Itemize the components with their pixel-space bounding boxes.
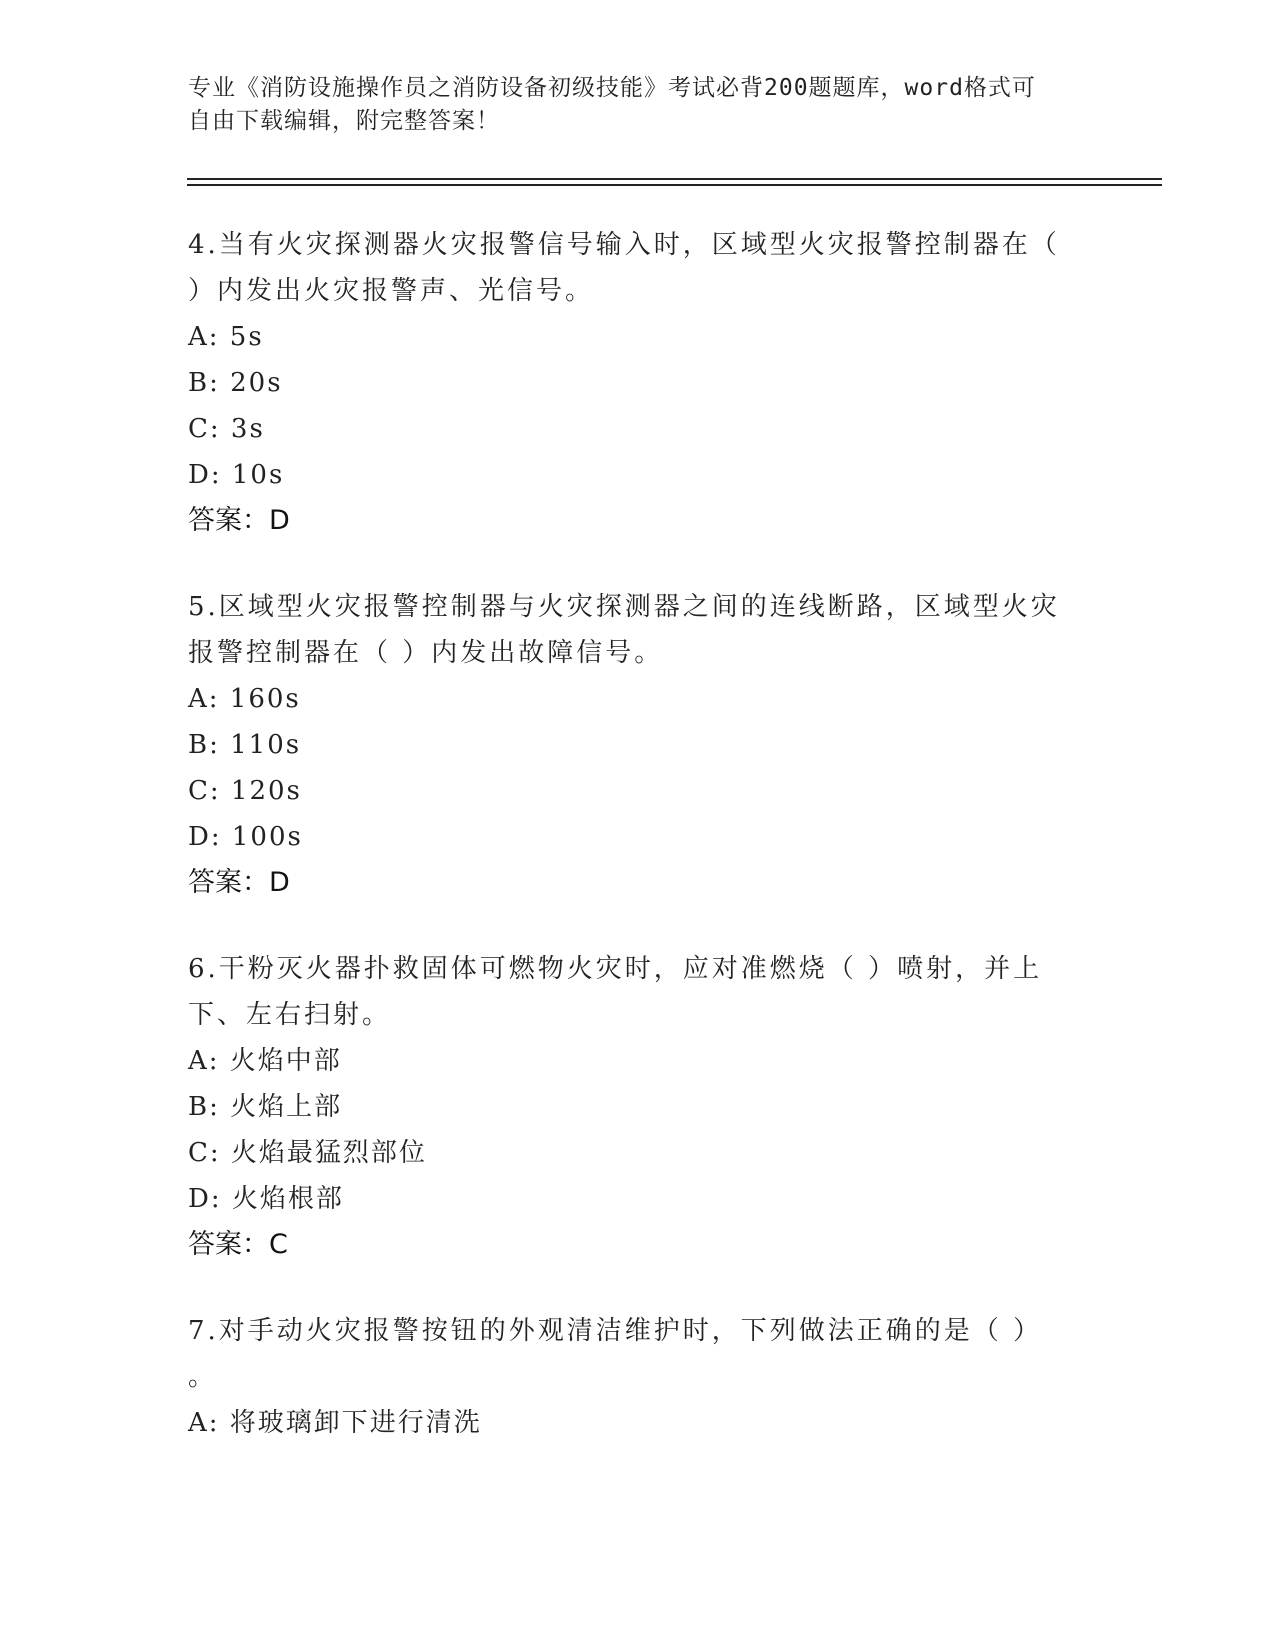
option-a: A: 160s <box>188 684 301 714</box>
option-d: D: 火焰根部 <box>188 1184 344 1214</box>
option-a: A: 5s <box>188 322 264 352</box>
question-7 <box>188 1308 1068 1446</box>
question-4 <box>188 222 1068 544</box>
question-stem-line-1: 6.干粉灭火器扑救固体可燃物火灾时，应对准燃烧（ ）喷射，并上 <box>188 954 1043 984</box>
question-5 <box>188 584 1068 906</box>
option-c: C: 火焰最猛烈部位 <box>188 1138 427 1168</box>
answer: 答案：D <box>188 505 290 536</box>
question-6 <box>188 946 1068 1268</box>
question-stem-line-1: 5.区域型火灾报警控制器与火灾探测器之间的连线断路，区域型火灾 <box>188 592 1060 622</box>
question-stem-line-2: 。 <box>188 1362 218 1392</box>
option-b: B: 110s <box>188 730 302 760</box>
question-stem-line-1: 4.当有火灾探测器火灾报警信号输入时，区域型火灾报警控制器在（ <box>188 230 1060 260</box>
question-stem-line-1: 7.对手动火灾报警按钮的外观清洁维护时，下列做法正确的是（ ） <box>188 1316 1043 1346</box>
option-d: D: 100s <box>188 822 303 852</box>
header-line-1: 专业《消防设施操作员之消防设备初级技能》考试必背200题题库，word格式可 <box>188 75 1036 101</box>
document-header <box>188 72 1068 138</box>
answer: 答案：D <box>188 867 290 898</box>
option-a: A: 将玻璃卸下进行清洗 <box>188 1408 482 1438</box>
option-b: B: 20s <box>188 368 283 398</box>
option-a: A: 火焰中部 <box>188 1046 342 1076</box>
option-d: D: 10s <box>188 460 285 490</box>
header-divider-bottom <box>187 184 1162 186</box>
header-divider-top <box>187 178 1162 180</box>
answer: 答案：C <box>188 1229 288 1260</box>
header-line-2: 自由下载编辑，附完整答案！ <box>188 108 500 134</box>
option-c: C: 120s <box>188 776 302 806</box>
question-stem-line-2: 下、左右扫射。 <box>188 1000 392 1030</box>
question-stem-line-2: 报警控制器在（ ）内发出故障信号。 <box>188 638 664 668</box>
option-c: C: 3s <box>188 414 265 444</box>
question-stem-line-2: ）内发出火灾报警声、光信号。 <box>188 276 595 306</box>
option-b: B: 火焰上部 <box>188 1092 343 1122</box>
